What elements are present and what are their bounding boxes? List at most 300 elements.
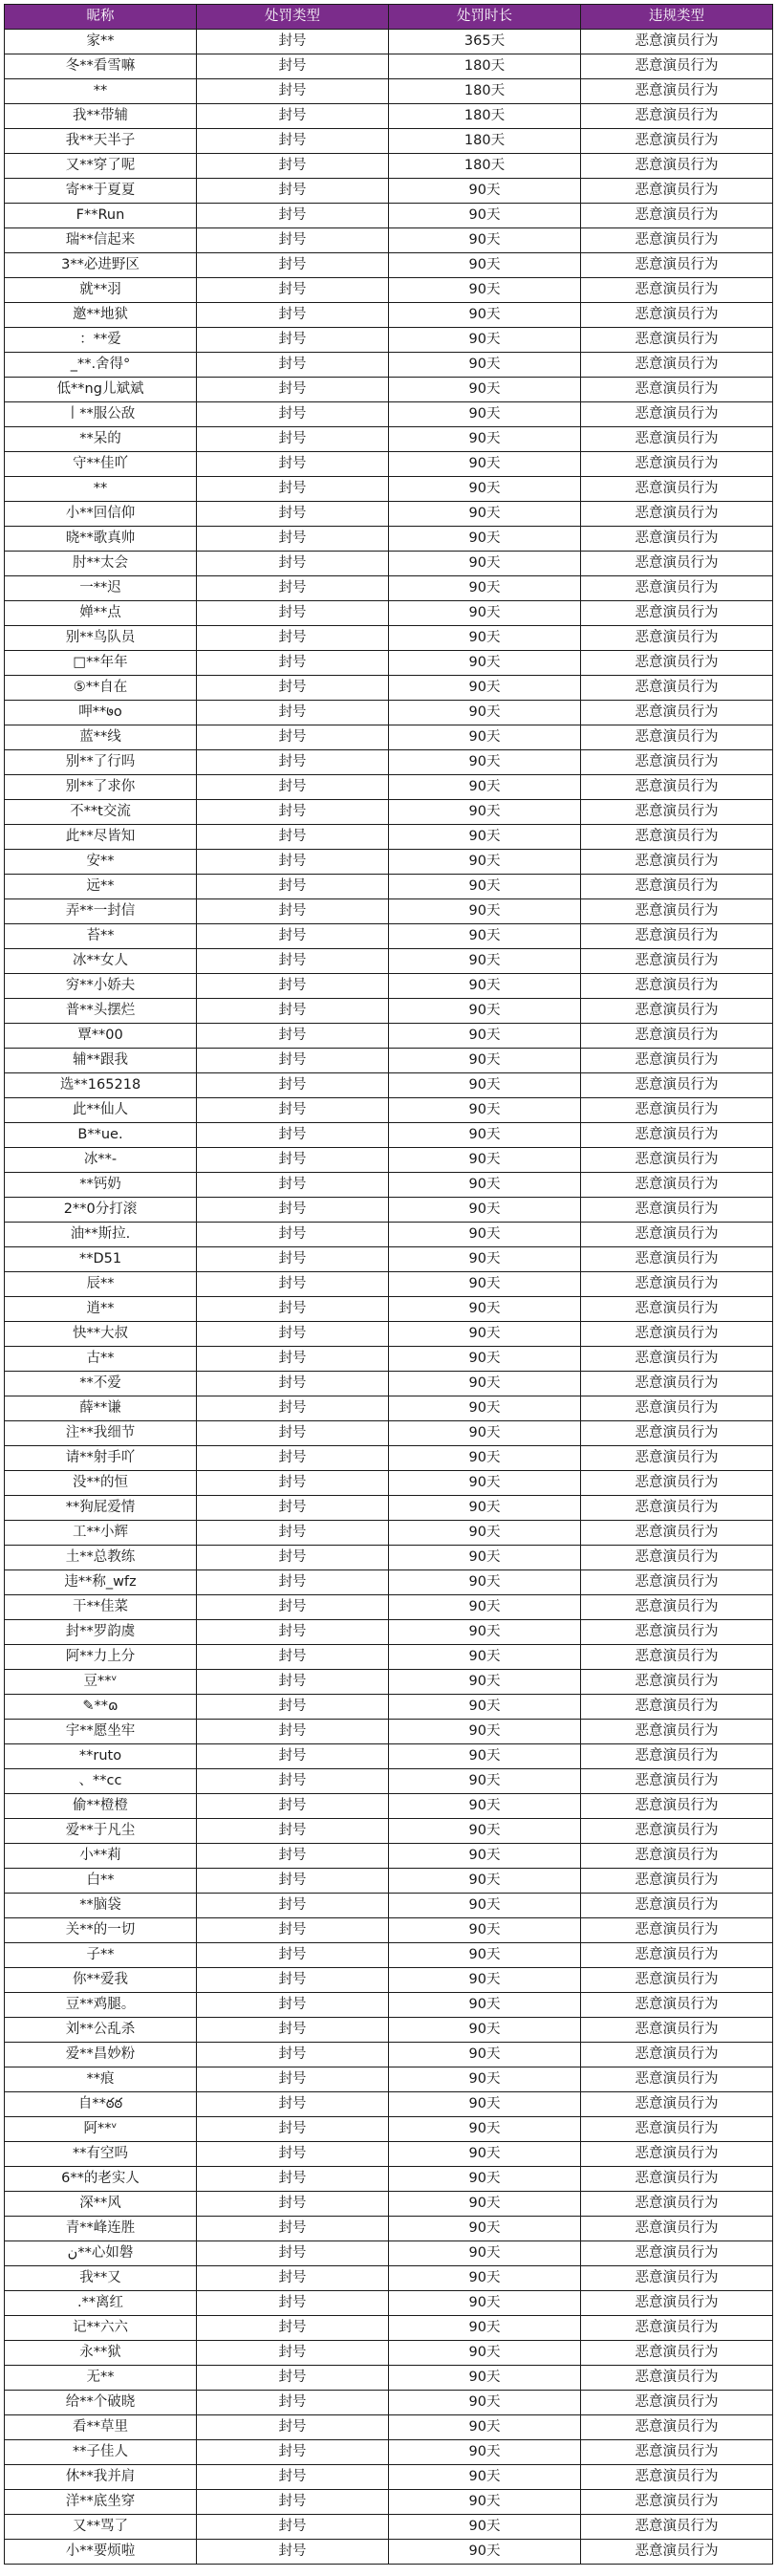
cell-penalty-type: 封号: [197, 303, 389, 328]
cell-penalty-duration: 90天: [389, 2266, 581, 2291]
cell-penalty-type: 封号: [197, 278, 389, 303]
cell-nickname: **ruto: [5, 1744, 197, 1769]
cell-violation-type: 恶意演员行为: [581, 427, 773, 452]
cell-violation-type: 恶意演员行为: [581, 999, 773, 1024]
table-row: [5, 303, 773, 328]
table-row: [5, 651, 773, 676]
cell-nickname: **有空吗: [5, 2142, 197, 2167]
cell-penalty-type: 封号: [197, 477, 389, 502]
cell-penalty-duration: 90天: [389, 1372, 581, 1396]
cell-penalty-type: 封号: [197, 2018, 389, 2043]
table-row: [5, 899, 773, 924]
cell-violation-type: 恶意演员行为: [581, 30, 773, 54]
table-row: [5, 1645, 773, 1670]
cell-penalty-duration: 90天: [389, 1471, 581, 1496]
table-row: [5, 1347, 773, 1372]
cell-penalty-duration: 90天: [389, 2092, 581, 2117]
cell-penalty-type: 封号: [197, 1943, 389, 1968]
cell-penalty-type: 封号: [197, 1844, 389, 1869]
cell-penalty-duration: 90天: [389, 1794, 581, 1819]
table-row: [5, 1223, 773, 1247]
cell-violation-type: 恶意演员行为: [581, 1521, 773, 1546]
cell-penalty-type: 封号: [197, 800, 389, 825]
cell-violation-type: 恶意演员行为: [581, 1546, 773, 1570]
cell-penalty-duration: 90天: [389, 1943, 581, 1968]
cell-violation-type: 恶意演员行为: [581, 1570, 773, 1595]
table-row: [5, 452, 773, 477]
table-row: [5, 353, 773, 378]
table-row: [5, 79, 773, 104]
cell-violation-type: 恶意演员行为: [581, 204, 773, 228]
cell-nickname: 低**ng儿斌斌: [5, 378, 197, 402]
cell-penalty-duration: 90天: [389, 2142, 581, 2167]
table-row: [5, 1446, 773, 1471]
table-row: [5, 2117, 773, 2142]
cell-penalty-type: 封号: [197, 651, 389, 676]
cell-violation-type: 恶意演员行为: [581, 576, 773, 601]
cell-violation-type: 恶意演员行为: [581, 850, 773, 875]
table-row: [5, 1148, 773, 1173]
table-row: [5, 1894, 773, 1918]
cell-violation-type: 恶意演员行为: [581, 129, 773, 154]
cell-violation-type: 恶意演员行为: [581, 1297, 773, 1322]
cell-nickname: 看**草里: [5, 2415, 197, 2440]
cell-nickname: **脑袋: [5, 1894, 197, 1918]
cell-penalty-duration: 180天: [389, 104, 581, 129]
table-row: [5, 601, 773, 626]
cell-nickname: 阿**ᵛ: [5, 2117, 197, 2142]
cell-penalty-duration: 90天: [389, 1844, 581, 1869]
cell-penalty-type: 封号: [197, 1894, 389, 1918]
cell-penalty-duration: 90天: [389, 1819, 581, 1844]
cell-penalty-duration: 90天: [389, 1446, 581, 1471]
cell-nickname: 守**佳吖: [5, 452, 197, 477]
cell-penalty-type: 封号: [197, 1695, 389, 1720]
cell-penalty-duration: 90天: [389, 1123, 581, 1148]
cell-nickname: 薛**谦: [5, 1396, 197, 1421]
cell-penalty-duration: 90天: [389, 1098, 581, 1123]
cell-penalty-type: 封号: [197, 1024, 389, 1049]
cell-violation-type: 恶意演员行为: [581, 1869, 773, 1894]
cell-nickname: **不爱: [5, 1372, 197, 1396]
cell-violation-type: 恶意演员行为: [581, 1918, 773, 1943]
cell-nickname: .**离红: [5, 2291, 197, 2316]
cell-penalty-duration: 90天: [389, 626, 581, 651]
cell-penalty-type: 封号: [197, 1769, 389, 1794]
cell-penalty-duration: 90天: [389, 949, 581, 974]
cell-nickname: 古**: [5, 1347, 197, 1372]
table-row: [5, 999, 773, 1024]
table-row: [5, 1620, 773, 1645]
table-row: [5, 1372, 773, 1396]
cell-nickname: 2**0分打滚: [5, 1198, 197, 1223]
cell-penalty-duration: 90天: [389, 1347, 581, 1372]
cell-violation-type: 恶意演员行为: [581, 1720, 773, 1744]
cell-violation-type: 恶意演员行为: [581, 228, 773, 253]
table-row: [5, 154, 773, 179]
cell-violation-type: 恶意演员行为: [581, 1645, 773, 1670]
cell-penalty-duration: 90天: [389, 750, 581, 775]
cell-nickname: 就**羽: [5, 278, 197, 303]
cell-penalty-type: 封号: [197, 1347, 389, 1372]
table-row: [5, 2142, 773, 2167]
cell-penalty-type: 封号: [197, 427, 389, 452]
cell-violation-type: 恶意演员行为: [581, 154, 773, 179]
cell-penalty-duration: 90天: [389, 2067, 581, 2092]
cell-penalty-duration: 90天: [389, 2540, 581, 2565]
cell-penalty-type: 封号: [197, 1993, 389, 2018]
cell-nickname: 冰**女人: [5, 949, 197, 974]
cell-nickname: 封**罗韵虞: [5, 1620, 197, 1645]
table-row: [5, 402, 773, 427]
cell-nickname: 寄**于夏夏: [5, 179, 197, 204]
cell-violation-type: 恶意演员行为: [581, 2067, 773, 2092]
cell-penalty-type: 封号: [197, 1546, 389, 1570]
cell-penalty-duration: 365天: [389, 30, 581, 54]
cell-violation-type: 恶意演员行为: [581, 1098, 773, 1123]
cell-violation-type: 恶意演员行为: [581, 1744, 773, 1769]
header-penalty-type: 处罚类型: [197, 5, 389, 30]
table-row: [5, 1521, 773, 1546]
cell-penalty-type: 封号: [197, 701, 389, 725]
cell-penalty-type: 封号: [197, 228, 389, 253]
table-row: [5, 1421, 773, 1446]
cell-penalty-type: 封号: [197, 2316, 389, 2341]
cell-nickname: 辅**跟我: [5, 1049, 197, 1073]
cell-nickname: **子佳人: [5, 2440, 197, 2465]
cell-penalty-duration: 180天: [389, 129, 581, 154]
cell-penalty-type: 封号: [197, 1198, 389, 1223]
cell-penalty-duration: 90天: [389, 1297, 581, 1322]
cell-penalty-duration: 90天: [389, 1272, 581, 1297]
cell-violation-type: 恶意演员行为: [581, 527, 773, 552]
cell-nickname: 婵**点: [5, 601, 197, 626]
cell-violation-type: 恶意演员行为: [581, 1123, 773, 1148]
cell-penalty-type: 封号: [197, 1148, 389, 1173]
cell-penalty-duration: 90天: [389, 1247, 581, 1272]
table-row: [5, 2092, 773, 2117]
table-row: [5, 2341, 773, 2366]
table-row: [5, 1744, 773, 1769]
cell-violation-type: 恶意演员行为: [581, 353, 773, 378]
cell-nickname: 不**t交流: [5, 800, 197, 825]
table-row: [5, 949, 773, 974]
cell-penalty-type: 封号: [197, 79, 389, 104]
cell-penalty-duration: 90天: [389, 2241, 581, 2266]
cell-violation-type: 恶意演员行为: [581, 1421, 773, 1446]
header-penalty-duration: 处罚时长: [389, 5, 581, 30]
table-row: [5, 750, 773, 775]
cell-nickname: 深**风: [5, 2192, 197, 2217]
cell-violation-type: 恶意演员行为: [581, 2415, 773, 2440]
cell-penalty-duration: 90天: [389, 576, 581, 601]
cell-nickname: 青**峰连胜: [5, 2217, 197, 2241]
cell-penalty-duration: 90天: [389, 2043, 581, 2067]
cell-penalty-type: 封号: [197, 30, 389, 54]
table-row: [5, 1546, 773, 1570]
cell-penalty-duration: 90天: [389, 1073, 581, 1098]
table-row: [5, 576, 773, 601]
table-row: [5, 2415, 773, 2440]
table-row: [5, 477, 773, 502]
cell-nickname: 普**头摆烂: [5, 999, 197, 1024]
cell-penalty-type: 封号: [197, 1322, 389, 1347]
cell-violation-type: 恶意演员行为: [581, 1670, 773, 1695]
cell-violation-type: 恶意演员行为: [581, 2515, 773, 2540]
cell-penalty-type: 封号: [197, 2117, 389, 2142]
cell-penalty-duration: 90天: [389, 2440, 581, 2465]
cell-nickname: 别**了求你: [5, 775, 197, 800]
cell-violation-type: 恶意演员行为: [581, 402, 773, 427]
table-row: [5, 1720, 773, 1744]
cell-nickname: 肘**太会: [5, 552, 197, 576]
cell-violation-type: 恶意演员行为: [581, 79, 773, 104]
cell-nickname: 逍**: [5, 1297, 197, 1322]
cell-penalty-type: 封号: [197, 154, 389, 179]
cell-penalty-duration: 90天: [389, 1570, 581, 1595]
cell-nickname: 没**的恒: [5, 1471, 197, 1496]
table-row: [5, 924, 773, 949]
table-row: [5, 1098, 773, 1123]
cell-nickname: 工**小辉: [5, 1521, 197, 1546]
table-row: [5, 104, 773, 129]
cell-violation-type: 恶意演员行为: [581, 2316, 773, 2341]
cell-nickname: 注**我细节: [5, 1421, 197, 1446]
cell-penalty-type: 封号: [197, 179, 389, 204]
table-row: [5, 54, 773, 79]
cell-penalty-type: 封号: [197, 725, 389, 750]
cell-penalty-duration: 90天: [389, 303, 581, 328]
table-row: [5, 2067, 773, 2092]
cell-penalty-duration: 90天: [389, 2291, 581, 2316]
cell-violation-type: 恶意演员行为: [581, 1993, 773, 2018]
cell-violation-type: 恶意演员行为: [581, 104, 773, 129]
cell-violation-type: 恶意演员行为: [581, 825, 773, 850]
penalty-table-container: [4, 4, 772, 2565]
cell-penalty-type: 封号: [197, 1123, 389, 1148]
cell-nickname: 违**称_wfz: [5, 1570, 197, 1595]
table-row: [5, 1968, 773, 1993]
cell-penalty-type: 封号: [197, 924, 389, 949]
cell-nickname: **钙奶: [5, 1173, 197, 1198]
cell-penalty-type: 封号: [197, 1421, 389, 1446]
cell-violation-type: 恶意演员行为: [581, 2142, 773, 2167]
cell-penalty-duration: 90天: [389, 974, 581, 999]
cell-nickname: 我**天半子: [5, 129, 197, 154]
cell-penalty-type: 封号: [197, 626, 389, 651]
cell-penalty-duration: 90天: [389, 1620, 581, 1645]
cell-penalty-type: 封号: [197, 1645, 389, 1670]
cell-nickname: 给**个破晓: [5, 2391, 197, 2415]
table-row: [5, 179, 773, 204]
cell-violation-type: 恶意演员行为: [581, 2465, 773, 2490]
table-row: [5, 1049, 773, 1073]
cell-penalty-duration: 90天: [389, 2415, 581, 2440]
cell-nickname: **: [5, 477, 197, 502]
cell-penalty-type: 封号: [197, 2540, 389, 2565]
table-row: [5, 701, 773, 725]
table-row: [5, 1993, 773, 2018]
cell-penalty-duration: 90天: [389, 204, 581, 228]
table-row: [5, 1123, 773, 1148]
cell-penalty-type: 封号: [197, 1794, 389, 1819]
cell-penalty-type: 封号: [197, 1223, 389, 1247]
table-row: [5, 2192, 773, 2217]
cell-violation-type: 恶意演员行为: [581, 701, 773, 725]
cell-violation-type: 恶意演员行为: [581, 1894, 773, 1918]
cell-penalty-duration: 90天: [389, 800, 581, 825]
cell-penalty-duration: 90天: [389, 875, 581, 899]
cell-violation-type: 恶意演员行为: [581, 502, 773, 527]
cell-penalty-type: 封号: [197, 2366, 389, 2391]
cell-penalty-duration: 90天: [389, 1744, 581, 1769]
cell-penalty-type: 封号: [197, 676, 389, 701]
cell-penalty-duration: 90天: [389, 2465, 581, 2490]
cell-penalty-duration: 90天: [389, 427, 581, 452]
cell-nickname: 宇**愿坐牢: [5, 1720, 197, 1744]
table-row: [5, 775, 773, 800]
cell-violation-type: 恶意演员行为: [581, 1844, 773, 1869]
table-row: [5, 2018, 773, 2043]
table-row: [5, 129, 773, 154]
table-row: [5, 1869, 773, 1894]
cell-penalty-duration: 90天: [389, 924, 581, 949]
cell-penalty-type: 封号: [197, 378, 389, 402]
cell-violation-type: 恶意演员行为: [581, 1173, 773, 1198]
table-row: [5, 850, 773, 875]
cell-penalty-duration: 180天: [389, 154, 581, 179]
table-row: [5, 2043, 773, 2067]
cell-nickname: 安**: [5, 850, 197, 875]
cell-violation-type: 恶意演员行为: [581, 2192, 773, 2217]
cell-penalty-duration: 180天: [389, 54, 581, 79]
cell-penalty-duration: 180天: [389, 79, 581, 104]
cell-penalty-duration: 90天: [389, 651, 581, 676]
table-row: [5, 800, 773, 825]
table-row: [5, 228, 773, 253]
cell-nickname: ：**爱: [5, 328, 197, 353]
cell-penalty-type: 封号: [197, 104, 389, 129]
cell-penalty-duration: 90天: [389, 725, 581, 750]
table-row: [5, 2217, 773, 2241]
table-row: [5, 2291, 773, 2316]
cell-violation-type: 恶意演员行为: [581, 2241, 773, 2266]
cell-nickname: 小**莉: [5, 1844, 197, 1869]
cell-penalty-duration: 90天: [389, 775, 581, 800]
cell-penalty-duration: 90天: [389, 402, 581, 427]
table-row: [5, 1322, 773, 1347]
cell-penalty-type: 封号: [197, 54, 389, 79]
cell-penalty-type: 封号: [197, 502, 389, 527]
table-row: [5, 875, 773, 899]
cell-penalty-duration: 90天: [389, 2192, 581, 2217]
cell-violation-type: 恶意演员行为: [581, 1322, 773, 1347]
cell-nickname: 苔**: [5, 924, 197, 949]
cell-penalty-type: 封号: [197, 1819, 389, 1844]
table-row: [5, 825, 773, 850]
cell-penalty-type: 封号: [197, 1471, 389, 1496]
cell-nickname: 记**六六: [5, 2316, 197, 2341]
cell-nickname: 永**狱: [5, 2341, 197, 2366]
cell-penalty-type: 封号: [197, 1049, 389, 1073]
cell-nickname: 辰**: [5, 1272, 197, 1297]
cell-nickname: 别**鸟队员: [5, 626, 197, 651]
table-row: [5, 1595, 773, 1620]
cell-penalty-type: 封号: [197, 129, 389, 154]
cell-nickname: ⑤**自在: [5, 676, 197, 701]
cell-violation-type: 恶意演员行为: [581, 1471, 773, 1496]
table-row: [5, 1073, 773, 1098]
table-row: [5, 502, 773, 527]
cell-penalty-type: 封号: [197, 2092, 389, 2117]
table-row: [5, 1297, 773, 1322]
cell-violation-type: 恶意演员行为: [581, 1372, 773, 1396]
cell-penalty-duration: 90天: [389, 452, 581, 477]
cell-nickname: 又**穿了呢: [5, 154, 197, 179]
cell-violation-type: 恶意演员行为: [581, 179, 773, 204]
cell-penalty-type: 封号: [197, 1173, 389, 1198]
cell-violation-type: 恶意演员行为: [581, 1620, 773, 1645]
cell-violation-type: 恶意演员行为: [581, 1396, 773, 1421]
cell-penalty-type: 封号: [197, 1247, 389, 1272]
cell-penalty-type: 封号: [197, 402, 389, 427]
cell-penalty-type: 封号: [197, 949, 389, 974]
table-row: [5, 253, 773, 278]
cell-nickname: F**Run: [5, 204, 197, 228]
cell-violation-type: 恶意演员行为: [581, 775, 773, 800]
cell-violation-type: 恶意演员行为: [581, 1073, 773, 1098]
table-row: [5, 1272, 773, 1297]
cell-penalty-type: 封号: [197, 2465, 389, 2490]
cell-penalty-duration: 90天: [389, 1695, 581, 1720]
cell-penalty-type: 封号: [197, 1918, 389, 1943]
cell-penalty-type: 封号: [197, 1496, 389, 1521]
table-row: [5, 2366, 773, 2391]
table-row: [5, 1496, 773, 1521]
cell-penalty-duration: 90天: [389, 1720, 581, 1744]
cell-violation-type: 恶意演员行为: [581, 1347, 773, 1372]
cell-violation-type: 恶意演员行为: [581, 2391, 773, 2415]
cell-penalty-duration: 90天: [389, 552, 581, 576]
cell-violation-type: 恶意演员行为: [581, 949, 773, 974]
cell-nickname: 冰**-: [5, 1148, 197, 1173]
cell-nickname: 小**回信仰: [5, 502, 197, 527]
cell-nickname: **痕: [5, 2067, 197, 2092]
cell-violation-type: 恶意演员行为: [581, 2167, 773, 2192]
cell-penalty-type: 封号: [197, 1521, 389, 1546]
cell-nickname: 阿**力上分: [5, 1645, 197, 1670]
cell-penalty-type: 封号: [197, 204, 389, 228]
cell-penalty-duration: 90天: [389, 1869, 581, 1894]
table-row: [5, 2440, 773, 2465]
cell-nickname: **D51: [5, 1247, 197, 1272]
table-body: [5, 30, 773, 2565]
cell-penalty-duration: 90天: [389, 2316, 581, 2341]
cell-nickname: 我**带辅: [5, 104, 197, 129]
cell-penalty-duration: 90天: [389, 2217, 581, 2241]
cell-penalty-type: 封号: [197, 2043, 389, 2067]
cell-penalty-duration: 90天: [389, 1894, 581, 1918]
cell-nickname: □**年年: [5, 651, 197, 676]
cell-nickname: 、**cc: [5, 1769, 197, 1794]
cell-nickname: 无**: [5, 2366, 197, 2391]
cell-violation-type: 恶意演员行为: [581, 1198, 773, 1223]
cell-penalty-duration: 90天: [389, 2391, 581, 2415]
table-row: [5, 30, 773, 54]
cell-penalty-duration: 90天: [389, 228, 581, 253]
cell-penalty-type: 封号: [197, 1396, 389, 1421]
cell-violation-type: 恶意演员行为: [581, 2440, 773, 2465]
